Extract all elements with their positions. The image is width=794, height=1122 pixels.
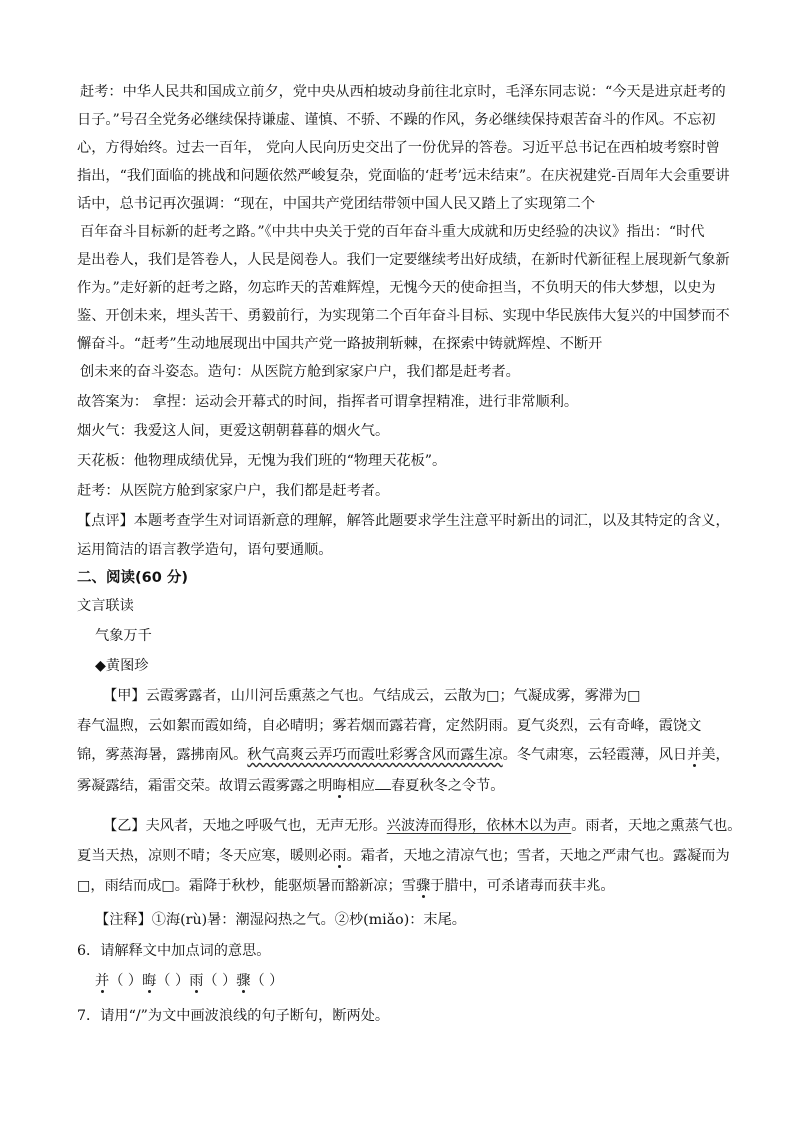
para-line: 是出卷人，我们是答卷人，人民是阅卷人。我们一定要继续考出好成绩，在新时代新征程上展现新气象新 <box>77 252 730 268</box>
para-line: 鉴、开创未来，埋头苦干、勇毅前行，为实现第二个百年奋斗目标、实现中华民族伟大复兴的中国梦而不 <box>77 308 730 324</box>
text-run: 相应 <box>346 778 375 794</box>
para-line: 心，方得始终。过去一百年， 党向人民向历史交出了一份优异的答卷。习近平总书记在西柏坡考察时曾 <box>77 140 720 156</box>
text-run: 。霜者，天地之清凉气也；雪者，天地之严肃气也。露凝而为 <box>346 848 730 864</box>
notes: 【注释】①海(rù)暑：潮湿闷热之气。②杪(miǎo)：末尾。 <box>95 912 466 928</box>
passage-jia-line <box>77 745 730 765</box>
dotted-word: 并 <box>687 747 702 763</box>
text-run: 。冬气肃寒，云轻霞薄，风日 <box>502 747 688 763</box>
para-line: 话中，总书记再次强调：“现在，中国共产党团结带领中国人民又踏上了实现第二个 <box>77 196 596 212</box>
q6-answer-blank[interactable]: （ ） <box>109 973 143 989</box>
q6-answer-blank[interactable]: （ ） <box>156 973 190 989</box>
para-line: 日子。”号召全党务必继续保持谦虚、谨慎、不骄、不躁的作风，务必继续保持艰苦奋斗的作风。不忘初 <box>77 112 716 128</box>
underlined-sentence: 兴波涛而得形，依林木以为声 <box>386 818 572 834</box>
text-run: 于腊中，可杀诸毒而获丰兆。 <box>430 878 615 894</box>
text-run: 【乙】夫风者，天地之呼吸气也，无声无形。 <box>103 818 387 834</box>
text-run: 美， <box>701 747 730 763</box>
para-line: 创未来的奋斗姿态。造句：从医院方舱到家家户户，我们都是赶考者。 <box>80 364 520 380</box>
answer-line: 天花板：他物理成绩优异，无愧为我们班的“物理天花板”。 <box>77 453 447 469</box>
para-line: 指出，“我们面临的挑战和问题依然严峻复杂，党面临的‘赶考’远未结束”。在庆祝建党-百周年大会重要讲 <box>77 168 730 184</box>
comment-line: 【点评】本题考查学生对词语新意的理解，解答此题要求学生注意平时新出的词汇，以及其特定的含义， <box>77 513 730 529</box>
dotted-word: 雨 <box>332 848 347 864</box>
passage-yi-line <box>77 846 730 866</box>
dotted-word: 晦 <box>332 778 347 794</box>
text-run: ，露拂南风。 <box>162 747 248 763</box>
para-line: 懈奋斗。“赶考”生动地展现出中国共产党一路披荆斩棘，在探索中铸就辉煌、不断开 <box>77 336 603 352</box>
para-line: 百年奋斗目标新的赶考之路。”《中共中央关于党的百年奋斗重大成就和历史经验的决议》指出：“时代 <box>80 224 705 240</box>
text-run: 春夏秋冬之令节。 <box>390 778 505 794</box>
question-6-blanks <box>95 971 283 991</box>
fill-blank <box>375 775 391 790</box>
dotted-word: 骤 <box>415 878 431 894</box>
passage-yi-line <box>103 816 741 836</box>
text-run: 雾凝露结，霜雷交荣。故谓云霞雾露之明 <box>77 778 333 794</box>
question-6: 6．请解释文中加点词的意思。 <box>77 943 271 959</box>
q6-answer-blank[interactable]: （ ） <box>203 973 237 989</box>
para-line: 作为。”走好新的赶考之路，勿忘昨天的苦难辉煌，无愧今天的使命担当，不负明天的伟大梦想，以史为 <box>77 280 716 296</box>
q6-word: 雨 <box>189 973 204 989</box>
passage-jia-line <box>77 775 505 796</box>
question-7: 7．请用“/”为文中画波浪线的句子断句，断两处。 <box>77 1008 390 1024</box>
q6-word: 并 <box>95 973 110 989</box>
wavy-underlined-sentence: 秋气高爽云弄巧而霞吐彩雾含风而露生凉 <box>247 747 503 763</box>
answer-line: 赶考：从医院方舱到家家户户，我们都是赶考者。 <box>77 483 390 499</box>
text-run: 夏当天热，凉则不晴；冬天应寒，暖则必 <box>77 848 333 864</box>
comment-line: 运用简洁的语言教学造句，语句要通顺。 <box>77 542 333 558</box>
text-run: 。雨者，天地之熏蒸气也。 <box>571 818 742 834</box>
q6-word: 骤 <box>236 973 251 989</box>
q6-answer-blank[interactable]: （ ） <box>250 973 284 989</box>
article-title: 气象万千 <box>95 628 152 644</box>
passage-jia-line: 【甲】云霞雾露者，山川河岳熏蒸之气也。气结成云，云散为□；气凝成雾，雾滞为□ <box>103 688 641 704</box>
text-run: 锦，雾蒸海暑 <box>77 747 163 763</box>
q6-word: 晦 <box>142 973 157 989</box>
answer-line: 烟火气：我爱这人间，更爱这朝朝暮暮的烟火气。 <box>77 423 390 439</box>
passage-yi-line <box>77 876 615 896</box>
section-subtitle: 文言联读 <box>77 598 134 614</box>
section-heading: 二、阅读(60 分) <box>77 570 188 586</box>
article-author: ◆黄图珍 <box>95 658 149 674</box>
passage-jia-line: 春气温煦，云如絮而霞如绮，自必晴明；雾若烟而露若膏，定然阴雨。夏气炎烈，云有奇峰，霞饶文 <box>77 718 702 734</box>
para-line: 赶考：中华人民共和国成立前夕，党中央从西柏坡动身前往北京时，毛泽东同志说：“今天是进京赶考的 <box>80 84 726 100</box>
text-run: □，雨结而成□。霜降于秋杪，能驱烦暑而豁新凉；雪 <box>77 878 416 894</box>
answer-line: 故答案为： 拿捏：运动会开幕式的时间，指挥者可谓拿捏精准，进行非常顺利。 <box>77 394 579 410</box>
